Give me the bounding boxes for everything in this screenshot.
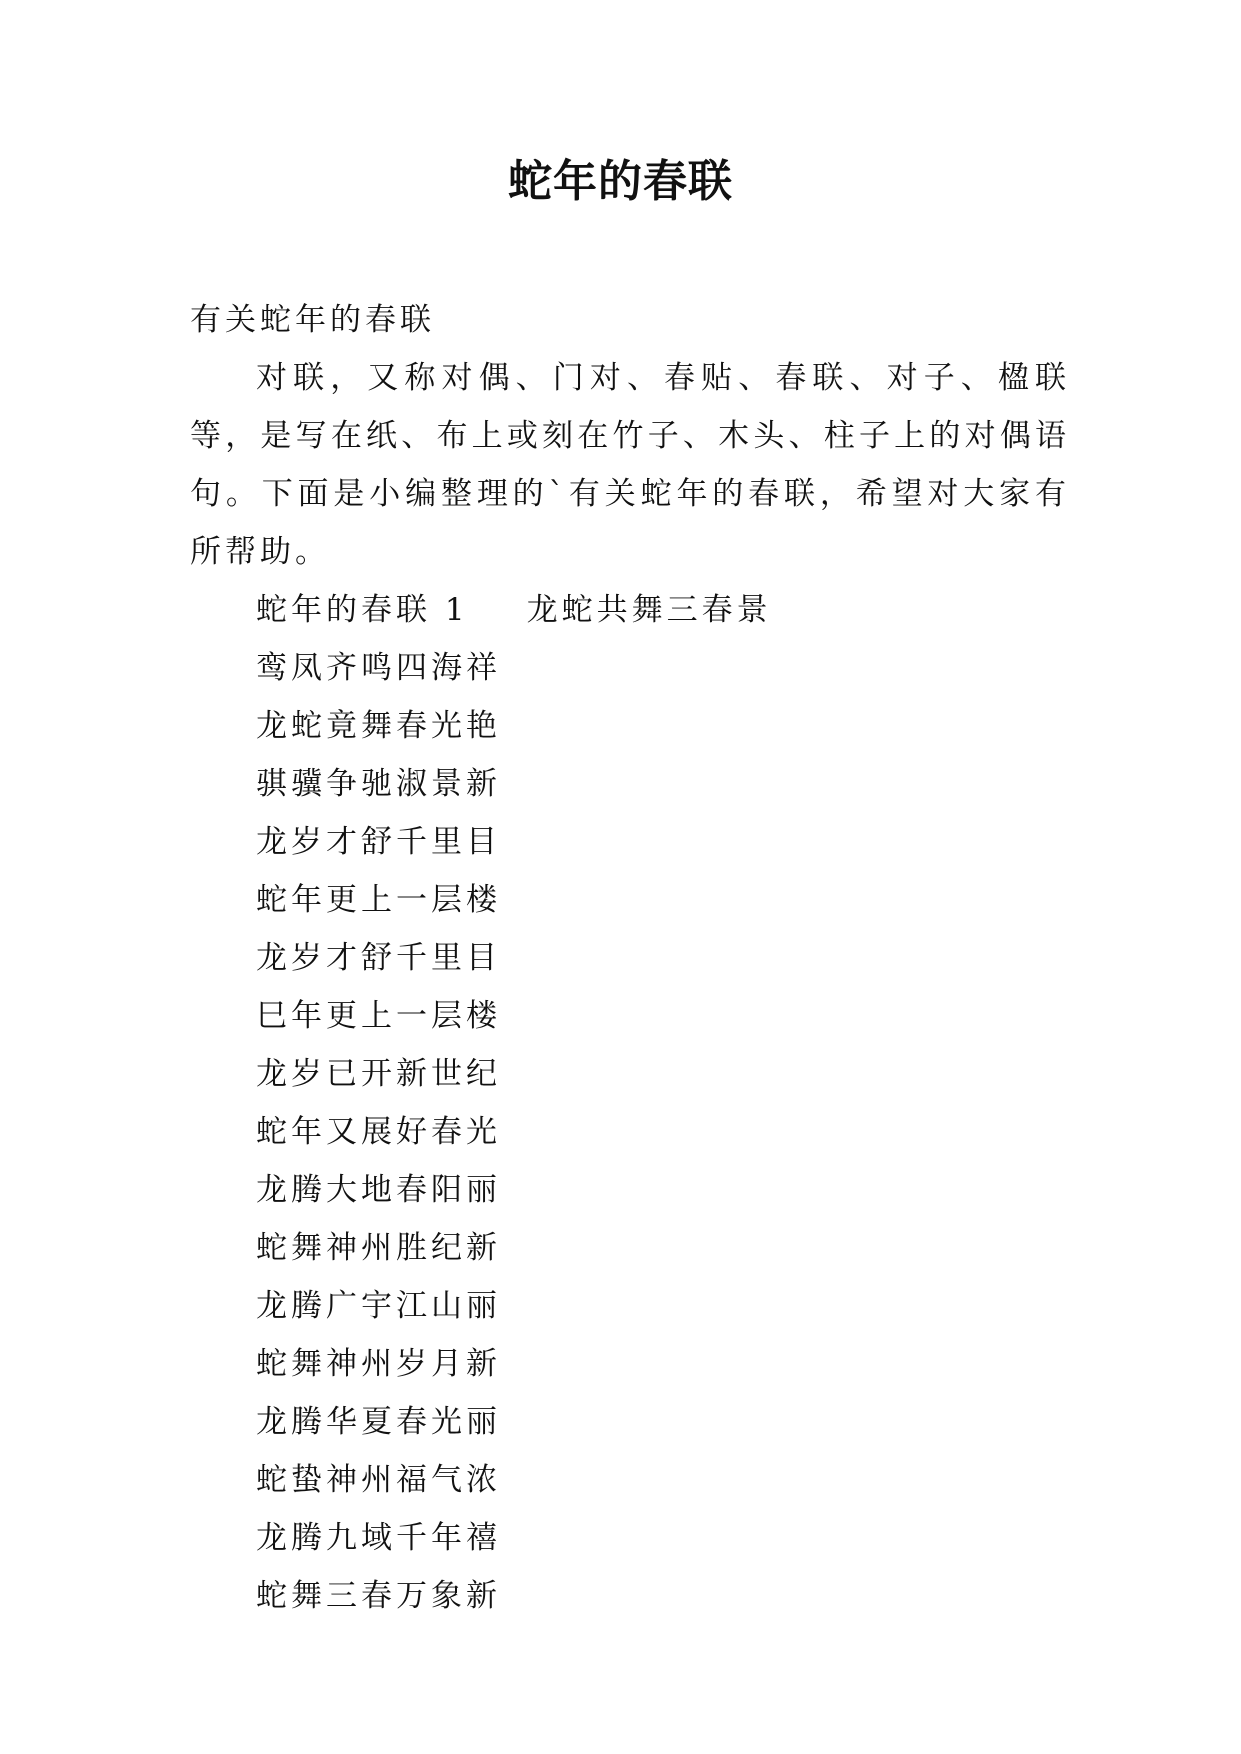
couplet-line: 龙岁已开新世纪 (256, 1056, 501, 1092)
intro-paragraph: 对联，又称对偶、门对、春贴、春联、对子、楹联等，是写在纸、布上或刻在竹子、木头、柱子上的对偶语句。下面是小编整理的`有关蛇年的春联，希望对大家有所帮助。 (190, 360, 1070, 570)
couplet-line: 蛇舞神州胜纪新 (256, 1230, 501, 1266)
couplet-line: 龙蛇竟舞春光艳 (256, 708, 501, 744)
couplet-line: 龙蛇共舞三春景 (526, 592, 772, 628)
couplet-line: 蛇年更上一层楼 (256, 882, 501, 918)
couplet-line: 龙腾九域千年禧 (256, 1520, 501, 1556)
couplet-line: 鸾凤齐鸣四海祥 (256, 650, 501, 686)
couplet-line: 蛇蛰神州福气浓 (256, 1462, 501, 1498)
document-title: 蛇年的春联 (508, 156, 733, 207)
document-body (190, 291, 1070, 1625)
subtitle: 有关蛇年的春联 (190, 302, 435, 338)
couplet-section-header (190, 581, 1070, 639)
couplet-line: 龙腾华夏春光丽 (256, 1404, 501, 1440)
couplet-line: 龙腾广宇江山丽 (256, 1288, 501, 1324)
couplet-line: 龙岁才舒千里目 (256, 940, 501, 976)
couplet-line: 巳年更上一层楼 (256, 998, 501, 1034)
couplet-line: 蛇舞神州岁月新 (256, 1346, 501, 1382)
section-label: 蛇年的春联 1 (256, 592, 469, 628)
couplet-line: 骐骥争驰淑景新 (256, 766, 501, 802)
couplet-line: 龙腾大地春阳丽 (256, 1172, 501, 1208)
couplet-line: 蛇舞三春万象新 (256, 1578, 501, 1614)
couplet-line: 蛇年又展好春光 (256, 1114, 501, 1150)
couplet-line: 龙岁才舒千里目 (256, 824, 501, 860)
